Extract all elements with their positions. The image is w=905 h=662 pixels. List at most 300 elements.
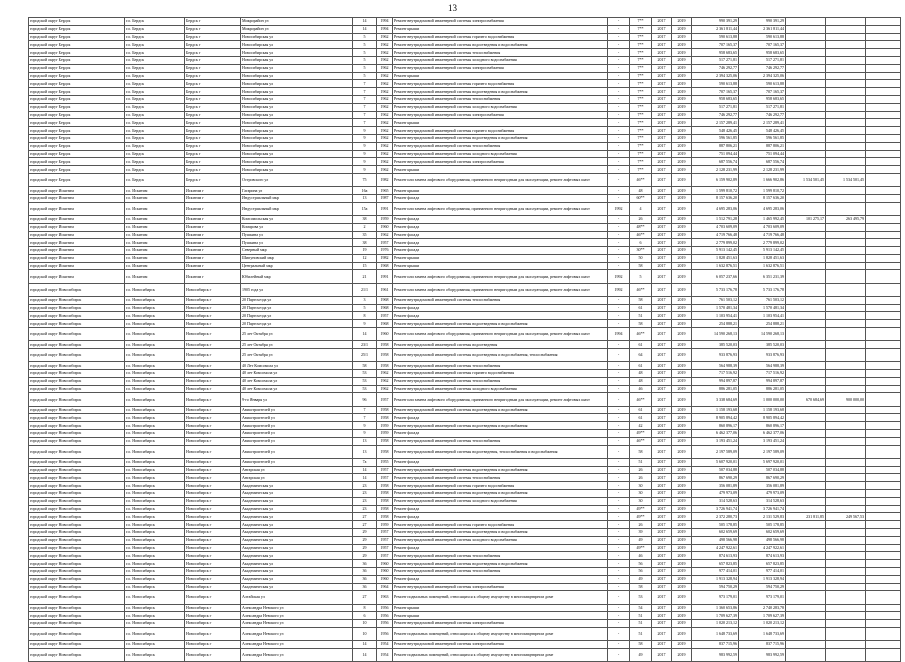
- cell-cost-extra-1: [786, 187, 826, 195]
- cell-cost-extra-1: 670 684,69: [786, 393, 826, 406]
- cell-fund-cost: 1 709 627,39: [739, 612, 786, 620]
- cell-lift-year: 1992: [608, 202, 630, 215]
- cell-work-type: Ремонт или замена лифтового оборудования, признанного непригодным для эксплуатации, ремонт лифтовых шахт: [393, 270, 608, 283]
- cell-plan-start: 2017: [652, 513, 672, 521]
- cell-build-year: 1957: [377, 312, 393, 320]
- table-row: [29, 127, 901, 135]
- cell-municipality: городской округ Бердск: [29, 18, 125, 26]
- cell-total-cost: 1 570 481,34: [692, 304, 739, 312]
- cell-total-cost: 590 613,88: [692, 80, 739, 88]
- cell-locality: Искитим г: [185, 231, 241, 239]
- cell-total-cost: 751 094,44: [692, 150, 739, 158]
- cell-cost-extra-2: [826, 445, 866, 458]
- cell-cost-extra-1: [786, 304, 826, 312]
- cell-locality: Бердск г: [185, 72, 241, 80]
- cell-locality: Новосибирск г: [185, 458, 241, 466]
- cell-floors: 48: [630, 187, 652, 195]
- cell-cost-extra-3: [866, 134, 901, 142]
- cell-plan-start: 2017: [652, 349, 672, 362]
- cell-floors: 7**: [630, 111, 652, 119]
- cell-floors: 7**: [630, 88, 652, 96]
- cell-work-type: Ремонт фасада: [393, 239, 608, 247]
- cell-lift-year: -: [608, 142, 630, 150]
- cell-cost-extra-1: 1 534 501,45: [786, 173, 826, 186]
- cell-work-type: Ремонт фасада: [393, 223, 608, 231]
- cell-municipality: городской округ Новосибирск: [29, 567, 125, 575]
- cell-cost-extra-1: [786, 575, 826, 583]
- cell-cost-extra-1: [786, 641, 826, 649]
- cell-plan-start: 2017: [652, 158, 672, 166]
- cell-locality: Новосибирск г: [185, 604, 241, 612]
- cell-cost-extra-1: [786, 560, 826, 568]
- cell-plan-end: 2019: [672, 320, 692, 328]
- cell-work-type: Ремонт внутридомовой инженерной системы холодного водоснабжения: [393, 497, 608, 505]
- cell-cost-extra-2: [826, 103, 866, 111]
- cell-total-cost: 860 896,17: [692, 422, 739, 430]
- table-row: [29, 88, 901, 96]
- cell-plan-start: 2017: [652, 641, 672, 649]
- cell-fund-cost: 8 905 894,42: [739, 414, 786, 422]
- cell-plan-end: 2019: [672, 552, 692, 560]
- cell-total-cost: 983 992,59: [692, 648, 739, 661]
- cell-work-type: Ремонт внутридомовой инженерной системы теплоснабжения: [393, 437, 608, 445]
- cell-cost-extra-2: [826, 604, 866, 612]
- cell-floors: 51: [630, 627, 652, 640]
- cell-lift-year: -: [608, 72, 630, 80]
- cell-cost-extra-3: [866, 513, 901, 521]
- cell-street: Академическая ул: [241, 513, 353, 521]
- cell-street: Комарова ул: [241, 223, 353, 231]
- cell-municipality: городской округ Бердск: [29, 142, 125, 150]
- table-row: [29, 648, 901, 661]
- cell-floors: 51: [630, 312, 652, 320]
- cell-plan-start: 2017: [652, 406, 672, 414]
- cell-total-cost: 933 876,93: [692, 349, 739, 362]
- cell-settlement: г.о. Новосибирск: [125, 349, 185, 362]
- cell-plan-start: 2017: [652, 33, 672, 41]
- cell-total-cost: 761 503,12: [692, 296, 739, 304]
- cell-build-year: 1968: [377, 296, 393, 304]
- cell-floors: 46**: [630, 393, 652, 406]
- cell-plan-end: 2019: [672, 64, 692, 72]
- cell-total-cost: 2 197 589,09: [692, 445, 739, 458]
- table-row: [29, 377, 901, 385]
- cell-house-number: 7: [353, 414, 377, 422]
- cell-municipality: городской округ Искитим: [29, 223, 125, 231]
- cell-work-type: Ремонт внутридомовой инженерной системы теплоснабжения: [393, 95, 608, 103]
- cell-total-cost: 4 703 609,09: [692, 223, 739, 231]
- cell-plan-start: 2017: [652, 296, 672, 304]
- cell-build-year: 1961: [377, 283, 393, 296]
- cell-locality: Бердск г: [185, 33, 241, 41]
- cell-plan-end: 2019: [672, 49, 692, 57]
- cell-plan-start: 2017: [652, 328, 672, 341]
- cell-cost-extra-2: [826, 283, 866, 296]
- cell-floors: 26: [630, 466, 652, 474]
- cell-work-type: Ремонт внутридомовой инженерной системы холодного водоснабжения: [393, 56, 608, 64]
- cell-work-type: Ремонт внутридомовой инженерной системы водоотведения и водоснабжения: [393, 41, 608, 49]
- cell-plan-start: 2017: [652, 283, 672, 296]
- table-row: [29, 528, 901, 536]
- cell-work-type: Ремонт крыши: [393, 119, 608, 127]
- cell-settlement: г.о. Новосибирск: [125, 482, 185, 490]
- cell-lift-year: -: [608, 620, 630, 628]
- cell-build-year: 1962: [377, 95, 393, 103]
- cell-build-year: 1962: [377, 56, 393, 64]
- cell-plan-end: 2019: [672, 393, 692, 406]
- cell-cost-extra-2: [826, 552, 866, 560]
- cell-house-number: 23: [353, 497, 377, 505]
- cell-locality: Новосибирск г: [185, 575, 241, 583]
- cell-fund-cost: 990 391,29: [739, 18, 786, 26]
- cell-build-year: 1957: [377, 393, 393, 406]
- cell-fund-cost: 517 271,81: [739, 103, 786, 111]
- cell-fund-cost: 507 034,88: [739, 466, 786, 474]
- cell-total-cost: 2 128 231,99: [692, 166, 739, 174]
- cell-municipality: городской округ Новосибирск: [29, 482, 125, 490]
- cell-plan-end: 2019: [672, 25, 692, 33]
- cell-cost-extra-3: [866, 422, 901, 430]
- table-row: [29, 270, 901, 283]
- cell-total-cost: 746 292,77: [692, 111, 739, 119]
- cell-locality: Новосибирск г: [185, 422, 241, 430]
- cell-plan-start: 2017: [652, 173, 672, 186]
- cell-cost-extra-1: [786, 296, 826, 304]
- cell-total-cost: 602 659,69: [692, 528, 739, 536]
- cell-cost-extra-2: [826, 202, 866, 215]
- cell-settlement: г.о. Бердск: [125, 33, 185, 41]
- cell-floors: 60**: [630, 194, 652, 202]
- cell-house-number: 27: [353, 591, 377, 604]
- cell-cost-extra-2: [826, 466, 866, 474]
- cell-work-type: Ремонт внутридомовой инженерной системы теплоснабжения: [393, 377, 608, 385]
- table-row: [29, 349, 901, 362]
- cell-plan-end: 2019: [672, 641, 692, 649]
- cell-plan-end: 2019: [672, 223, 692, 231]
- cell-house-number: 23: [353, 482, 377, 490]
- cell-cost-extra-2: [826, 80, 866, 88]
- cell-cost-extra-1: [786, 370, 826, 378]
- cell-work-type: Ремонт внутридомовой инженерной системы водоотведения и водоснабжения: [393, 406, 608, 414]
- cell-plan-start: 2017: [652, 194, 672, 202]
- cell-work-type: Ремонт крыши: [393, 262, 608, 270]
- cell-cost-extra-2: [826, 328, 866, 341]
- cell-lift-year: -: [608, 422, 630, 430]
- cell-house-number: 25/1: [353, 349, 377, 362]
- cell-cost-extra-3: [866, 33, 901, 41]
- cell-build-year: 1962: [377, 142, 393, 150]
- cell-settlement: г.о. Новосибирск: [125, 370, 185, 378]
- cell-plan-start: 2017: [652, 612, 672, 620]
- cell-settlement: г.о. Бердск: [125, 25, 185, 33]
- cell-fund-cost: 1 000 000,00: [739, 393, 786, 406]
- cell-work-type: Ремонт или замена лифтового оборудования, признанного непригодным для эксплуатации, ремонт лифтовых шахт: [393, 328, 608, 341]
- cell-cost-extra-1: [786, 505, 826, 513]
- cell-lift-year: -: [608, 64, 630, 72]
- cell-settlement: г.о. Новосибирск: [125, 521, 185, 529]
- cell-house-number: 5: [353, 72, 377, 80]
- cell-plan-end: 2019: [672, 575, 692, 583]
- cell-street: Авиастроителей ул: [241, 445, 353, 458]
- cell-cost-extra-2: [826, 406, 866, 414]
- cell-fund-cost: 860 896,17: [739, 422, 786, 430]
- cell-street: Александра Невского ул: [241, 612, 353, 620]
- cell-cost-extra-1: [786, 474, 826, 482]
- cell-work-type: Ремонт внутридомовой инженерной системы горячего водоснабжения: [393, 80, 608, 88]
- cell-house-number: 3: [353, 296, 377, 304]
- cell-house-number: 7: [353, 406, 377, 414]
- cell-floors: 58: [630, 262, 652, 270]
- cell-plan-end: 2019: [672, 445, 692, 458]
- cell-total-cost: 990 391,29: [692, 18, 739, 26]
- cell-plan-start: 2017: [652, 505, 672, 513]
- cell-plan-end: 2019: [672, 127, 692, 135]
- cell-settlement: г.о. Искитим: [125, 202, 185, 215]
- cell-plan-end: 2019: [672, 254, 692, 262]
- cell-build-year: 1958: [377, 505, 393, 513]
- table-row: [29, 583, 901, 591]
- cell-plan-start: 2017: [652, 231, 672, 239]
- cell-plan-start: 2017: [652, 111, 672, 119]
- cell-settlement: г.о. Новосибирск: [125, 362, 185, 370]
- cell-plan-end: 2019: [672, 262, 692, 270]
- cell-settlement: г.о. Искитим: [125, 187, 185, 195]
- cell-floors: 61: [630, 414, 652, 422]
- cell-plan-start: 2017: [652, 247, 672, 255]
- cell-cost-extra-1: [786, 648, 826, 661]
- cell-plan-start: 2017: [652, 49, 672, 57]
- cell-lift-year: -: [608, 482, 630, 490]
- cell-fund-cost: 707 165,37: [739, 41, 786, 49]
- cell-total-cost: 517 271,81: [692, 103, 739, 111]
- cell-fund-cost: 5 733 176,78: [739, 283, 786, 296]
- cell-cost-extra-3: [866, 341, 901, 349]
- cell-lift-year: -: [608, 150, 630, 158]
- cell-build-year: 1968: [377, 304, 393, 312]
- cell-plan-start: 2017: [652, 202, 672, 215]
- cell-work-type: Ремонт крыши: [393, 72, 608, 80]
- cell-street: Шипуновский мкр: [241, 254, 353, 262]
- cell-locality: Новосибирск г: [185, 320, 241, 328]
- cell-floors: 58: [630, 296, 652, 304]
- cell-plan-start: 2017: [652, 482, 672, 490]
- cell-locality: Новосибирск г: [185, 466, 241, 474]
- cell-cost-extra-1: [786, 25, 826, 33]
- table-row: [29, 575, 901, 583]
- cell-plan-start: 2017: [652, 166, 672, 174]
- cell-cost-extra-1: [786, 166, 826, 174]
- cell-work-type: Ремонт подвальных помещений, относящихся к общему имуществу в многоквартирном доме: [393, 648, 608, 661]
- cell-total-cost: 385 520,03: [692, 341, 739, 349]
- cell-cost-extra-2: [826, 187, 866, 195]
- cell-floors: 46**: [630, 173, 652, 186]
- cell-municipality: городской округ Бердск: [29, 150, 125, 158]
- cell-locality: Искитим г: [185, 215, 241, 223]
- cell-fund-cost: 4 703 609,09: [739, 223, 786, 231]
- cell-cost-extra-3: [866, 239, 901, 247]
- cell-cost-extra-1: [786, 567, 826, 575]
- cell-house-number: 9: [353, 150, 377, 158]
- cell-cost-extra-1: [786, 72, 826, 80]
- cell-street: Новосибирская ул: [241, 33, 353, 41]
- cell-build-year: 1962: [377, 49, 393, 57]
- cell-locality: Новосибирск г: [185, 505, 241, 513]
- cell-plan-start: 2017: [652, 474, 672, 482]
- cell-work-type: Ремонт подвальных помещений, относящихся к общему имуществу в многоквартирном доме: [393, 627, 608, 640]
- cell-house-number: 5: [353, 33, 377, 41]
- cell-cost-extra-1: [786, 445, 826, 458]
- cell-build-year: 1957: [377, 552, 393, 560]
- cell-fund-cost: 874 613,93: [739, 552, 786, 560]
- cell-plan-end: 2019: [672, 482, 692, 490]
- cell-cost-extra-3: [866, 158, 901, 166]
- cell-house-number: 6: [353, 612, 377, 620]
- cell-cost-extra-2: [826, 349, 866, 362]
- cell-build-year: 1962: [377, 134, 393, 142]
- table-row: [29, 166, 901, 174]
- cell-plan-end: 2019: [672, 33, 692, 41]
- cell-floors: 30: [630, 482, 652, 490]
- cell-locality: Искитим г: [185, 194, 241, 202]
- table-row: [29, 328, 901, 341]
- cell-floors: 7**: [630, 103, 652, 111]
- cell-cost-extra-2: [826, 270, 866, 283]
- cell-municipality: городской округ Бердск: [29, 103, 125, 111]
- cell-lift-year: -: [608, 25, 630, 33]
- cell-build-year: 1962: [377, 150, 393, 158]
- cell-cost-extra-2: [826, 505, 866, 513]
- table-row: [29, 612, 901, 620]
- cell-lift-year: -: [608, 254, 630, 262]
- cell-house-number: 21/1: [353, 283, 377, 296]
- cell-fund-cost: 4 695 283,06: [739, 202, 786, 215]
- cell-lift-year: -: [608, 173, 630, 186]
- cell-plan-start: 2017: [652, 627, 672, 640]
- cell-cost-extra-2: [826, 262, 866, 270]
- cell-floors: 58: [630, 445, 652, 458]
- cell-cost-extra-2: [826, 142, 866, 150]
- cell-fund-cost: 2 361 811,44: [739, 25, 786, 33]
- cell-street: 20 Партсъезда ул: [241, 304, 353, 312]
- cell-floors: 7**: [630, 80, 652, 88]
- cell-cost-extra-3: [866, 270, 901, 283]
- cell-work-type: Ремонт внутридомовой инженерной системы горячего водоснабжения: [393, 33, 608, 41]
- cell-cost-extra-1: [786, 158, 826, 166]
- cell-plan-start: 2017: [652, 591, 672, 604]
- cell-fund-cost: 1 158 193,68: [739, 406, 786, 414]
- cell-settlement: г.о. Новосибирск: [125, 489, 185, 497]
- cell-work-type: Ремонт внутридомовой инженерной системы горячего водоснабжения: [393, 521, 608, 529]
- cell-floors: 61: [630, 406, 652, 414]
- cell-settlement: г.о. Бердск: [125, 150, 185, 158]
- cell-floors: 7**: [630, 158, 652, 166]
- cell-build-year: 1958: [377, 445, 393, 458]
- cell-cost-extra-3: [866, 215, 901, 223]
- cell-build-year: 1958: [377, 437, 393, 445]
- cell-settlement: г.о. Искитим: [125, 254, 185, 262]
- table-row: [29, 320, 901, 328]
- cell-lift-year: -: [608, 536, 630, 544]
- cell-build-year: 1962: [377, 64, 393, 72]
- cell-cost-extra-3: [866, 482, 901, 490]
- table-row: [29, 513, 901, 521]
- cell-plan-end: 2019: [672, 612, 692, 620]
- cell-plan-end: 2019: [672, 72, 692, 80]
- cell-house-number: 12: [353, 254, 377, 262]
- cell-municipality: городской округ Искитим: [29, 247, 125, 255]
- cell-work-type: Ремонт внутридомовой инженерной системы горячего водоснабжения: [393, 370, 608, 378]
- table-row: [29, 304, 901, 312]
- cell-lift-year: -: [608, 474, 630, 482]
- cell-house-number: 53: [353, 385, 377, 393]
- cell-street: Александра Невского ул: [241, 648, 353, 661]
- cell-street: Авиастроителей ул: [241, 406, 353, 414]
- cell-settlement: г.о. Новосибирск: [125, 505, 185, 513]
- cell-plan-start: 2017: [652, 497, 672, 505]
- cell-fund-cost: 6 462 377,06: [739, 429, 786, 437]
- cell-work-type: Ремонт внутридомовой инженерной системы электроснабжения: [393, 64, 608, 72]
- cell-floors: 58: [630, 641, 652, 649]
- cell-cost-extra-1: [786, 583, 826, 591]
- cell-settlement: г.о. Бердск: [125, 80, 185, 88]
- cell-house-number: 19: [353, 247, 377, 255]
- cell-floors: 7**: [630, 95, 652, 103]
- cell-locality: Бердск г: [185, 103, 241, 111]
- cell-work-type: Ремонт внутридомовой инженерной системы теплоснабжения: [393, 567, 608, 575]
- cell-work-type: Ремонт внутридомовой инженерной системы теплоснабжения: [393, 362, 608, 370]
- cell-settlement: г.о. Новосибирск: [125, 583, 185, 591]
- cell-municipality: городской округ Новосибирск: [29, 583, 125, 591]
- table-row: [29, 521, 901, 529]
- cell-house-number: 10: [353, 620, 377, 628]
- cell-floors: 49: [630, 575, 652, 583]
- cell-floors: 51: [630, 620, 652, 628]
- cell-settlement: г.о. Бердск: [125, 103, 185, 111]
- cell-cost-extra-2: [826, 641, 866, 649]
- cell-total-cost: 3 193 451,24: [692, 437, 739, 445]
- cell-cost-extra-2: [826, 166, 866, 174]
- cell-house-number: 38: [353, 239, 377, 247]
- cell-settlement: г.о. Бердск: [125, 166, 185, 174]
- cell-cost-extra-3: [866, 202, 901, 215]
- cell-work-type: Ремонт внутридомовой инженерной системы электроснабжения: [393, 18, 608, 26]
- cell-cost-extra-2: [826, 497, 866, 505]
- cell-work-type: Ремонт внутридомовой инженерной системы электроснабжения: [393, 111, 608, 119]
- cell-municipality: городской округ Новосибирск: [29, 536, 125, 544]
- cell-locality: Новосибирск г: [185, 513, 241, 521]
- cell-total-cost: 1 158 193,68: [692, 406, 739, 414]
- cell-floors: 46: [630, 552, 652, 560]
- cell-house-number: 7: [353, 119, 377, 127]
- cell-fund-cost: 1 913 328,94: [739, 575, 786, 583]
- cell-cost-extra-3: [866, 591, 901, 604]
- cell-cost-extra-3: [866, 88, 901, 96]
- cell-municipality: городской округ Новосибирск: [29, 521, 125, 529]
- cell-build-year: 1956: [377, 627, 393, 640]
- cell-cost-extra-2: [826, 567, 866, 575]
- table-row: [29, 497, 901, 505]
- cell-fund-cost: 958 683,65: [739, 49, 786, 57]
- cell-plan-start: 2017: [652, 489, 672, 497]
- cell-lift-year: -: [608, 56, 630, 64]
- cell-cost-extra-3: [866, 127, 901, 135]
- cell-work-type: Ремонт внутридомовой инженерной системы холодного водоснабжения: [393, 103, 608, 111]
- table-row: [29, 362, 901, 370]
- cell-municipality: городской округ Бердск: [29, 64, 125, 72]
- cell-cost-extra-2: [826, 536, 866, 544]
- cell-work-type: Ремонт фасада: [393, 575, 608, 583]
- cell-cost-extra-2: [826, 489, 866, 497]
